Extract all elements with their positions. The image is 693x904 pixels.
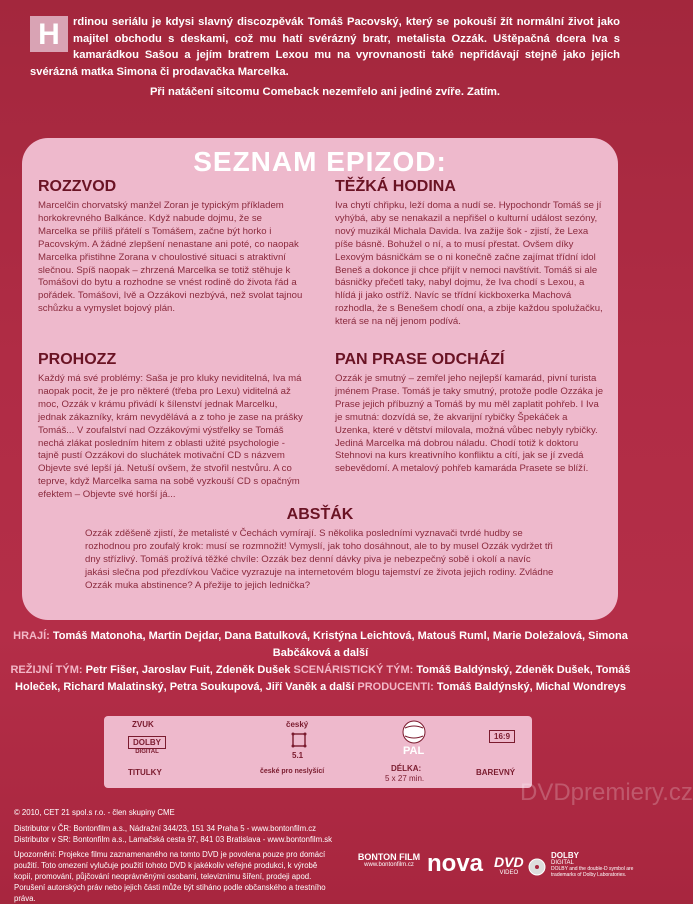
legal-notice: Upozornění: Projekce filmu zaznamenaného na tomto DVD je povolena pouze pro domácí použití. Toto omezení vylučuje použití tohoto DVD k jakékoliv veřejné produkci, k výrobě kopií, promování, půjčování neoprávněnými osobami, televiznímu šíření, prodeji apod. Porušení autorských práv nebo jejich části může být stiháno podle občanského a trestního práva.: [14, 850, 326, 903]
episode-pan-prase: [335, 351, 605, 476]
distributor-sr: Distributor v SR: Bontonfilm a.s., Lamačská cesta 97, 841 03 Bratislava - www.bontonfilm.sk: [14, 835, 333, 844]
episode-title: ABSŤÁK: [286, 506, 354, 523]
episode-text: Iva chytí chřipku, leží doma a nudí se. Hypochondr Tomáš se jí vyhýbá, aby se nenakazil a nepřišel o kulturní událost sezóny, nový muzikál Michala Davida. Iva zažije šok - zjistí, že Lexa píše básně. Bohužel o ní, a to musí přestat. Ovšem díky Lexovým básničkám se o ni konečně začne zajímat třídní idol Beneš a dokonce ji chce přijít v nemoci navštívit. Tomáš si ale básničky přečetl taky, nabyl dojmu, že Iva chodí s Lexou, a hlídá ji jako ostříž. Navíc se třídní kickboxerka Machová rozhodla, že s Benešem chodí ona, a zbije každou spolužačku, která se na něj jenom podívá.: [335, 200, 603, 328]
drop-cap: H: [30, 16, 68, 52]
intro-paragraph: [30, 14, 620, 101]
copyright: © 2010, CET 21 spol.s r.o. - člen skupiny CME: [14, 808, 175, 817]
sound-language: český: [286, 720, 309, 729]
panel-title: SEZNAM EPIZOD:: [193, 146, 447, 177]
producers-names: Tomáš Baldýnský, Michal Wondreys: [436, 681, 626, 693]
episode-text: Marcelčin chorvatský manžel Zoran je typickým příkladem horkokrevného Balkánce. Když nabude dojmu, že se Marcelka se příliš přátelí s Tomášem, začne být horko i Pacovským. A žádné zlepšení nenastane ani poté, co naopak Marcelka přistihne Zorana v choulostivé situaci s atraktivní slečnou. Spíš naopak – zhrzená Marcelka se totiž stěhuje k Tomášovi do bytu a rozhodne se vnést rodině do života řád a pořádek. Tomášovi, Ivě a Ozzákovi nezbývá, než svolat tajnou schůzku a vymyslet bojový plán.: [38, 200, 303, 315]
length-value: 5 x 27 min.: [385, 774, 425, 783]
direction-label: REŽIJNÍ TÝM:: [10, 664, 83, 676]
episode-title: PAN PRASE ODCHÁZÍ: [335, 351, 505, 368]
spec-table: [104, 716, 532, 788]
color-label: BAREVNÝ: [476, 768, 516, 777]
credits-crew: [0, 662, 641, 696]
pal-label: PAL: [403, 745, 425, 757]
episode-prohozz: [38, 351, 303, 502]
dolby-digital-logo: DOLBY DIGITAL DOLBY and the double-D symbol are trademarks of Dolby Laboratories.: [551, 851, 634, 878]
nova-logo: nova: [427, 850, 484, 877]
episode-title: PROHOZZ: [38, 351, 117, 368]
intro-tagline: Při natáčení sitcomu Comeback nezemřelo ani jediné zvíře. Zatím.: [149, 86, 501, 99]
credits: [0, 628, 641, 696]
aspect-ratio-icon: 16:9: [489, 730, 515, 743]
episode-text: Ozzák je smutný – zemřel jeho nejlepší kamarád, pivní turista jménem Prase. Tomáš je taky smutný, protože podle Ozzáka je Prase jejich příbuzný a Tomáš by mu měl zaplatit pohřeb. I Iva je smutná: dozvídá se, že akvarijní rybičky Špekáček a Uzenka, které v dětství milovala, možná vůbec nebyly rybičky. Jediná Marcelka má dobrou náladu. Chodí totiž k doktoru Stehnovi na kurs kreativního konfliktu a cítí, jak se jí zvedá sebevědomí. A metalový pohřeb kamaráda Prasete se blíží.: [335, 373, 604, 475]
cast-label: HRAJÍ:: [13, 630, 50, 642]
writers-label: SCENÁRISTICKÝ TÝM:: [293, 664, 414, 676]
writers-names: Tomáš Baldýnský, Zdeněk Dušek, Tomáš Holeček, Richard Malatinský, Petra Soukupová, Jiří Vaněk a další: [15, 664, 631, 693]
credits-cast: [0, 628, 641, 662]
episode-abstak: [22, 506, 618, 593]
subtitles-label: TITULKY: [128, 768, 162, 777]
subtitles-value: české pro neslyšící: [260, 768, 325, 775]
episode-text: Každý má své problémy: Saša je pro kluky neviditelná, Iva má naopak pocit, že je pro některé (třeba pro Lexu) viditelná až moc, Ozzák v krámu přivádí k šílenství jednak Marcelku, jednak zákazníky, krám nevydělává a z toho je zase na prášky Tomáš... V zoufalství nad Ozzákovými výstřelky se Tomáš nechá zlákat posledním hitem z oblasti užité psychologie - tajně pustí Ozzákovi do sluchátek motivační CD s názvem Objevte své lepší já. Netuší ovšem, že stvořil nestvůru. A co teprve, když Marcelka sama na sobě vyzkouší CD s opačným efektem – Objevte své horší já...: [38, 373, 303, 501]
bontonfilm-logo: BONTON FILM www.bontonfilm.cz: [357, 852, 421, 868]
episode-title: TĚŽKÁ HODINA: [335, 178, 456, 195]
length-label: DÉLKA:: [391, 764, 422, 773]
pal-icon: [396, 720, 432, 746]
sound-label: ZVUK: [132, 720, 154, 729]
direction-names: Petr Fišer, Jaroslav Fuit, Zdeněk Dušek: [85, 664, 291, 676]
sound-channels: 5.1: [292, 751, 304, 760]
surround-icon: [291, 732, 307, 750]
episode-title: ROZZVOD: [38, 178, 117, 195]
producers-label: PRODUCENTI:: [357, 681, 434, 693]
episode-rozzvod: [38, 178, 303, 316]
dolby-icon: DOLBY DIGITAL: [128, 736, 166, 755]
distributor-cr: Distributor v ČR: Bontonfilm a.s., Nádražní 344/23, 151 34 Praha 5 - www.bontonfilm.cz: [14, 824, 317, 833]
dvd-video-logo: DVD VIDEO: [494, 854, 524, 876]
episode-text: Ozzák zděšeně zjistí, že metalisté v Čechách vymírají. S několika posledními vyznavači tvrdé hudby se rozhodnou pro zoufalý krok: musí se rozmnožit! Vymyslí, jak toho dosáhnout, ale to by musel Ozzák vydržet tři dny střízlivý. Tomáš prožívá těžké chvíle: Ozzák bez denní dávky piva je nebezpečný sobě i okolí a navíc jakási slečna pod přezdívkou Vačice vyzrazuje na internetovém blogu tajemství ze života jejich rodiny. Zvládne Ozzák muka abstinence? A přežije to jejich lednička?: [85, 528, 554, 591]
intro-text: rdinou seriálu je kdysi slavný discozpěvák Tomáš Pacovský, který se pokouší žít normální život jako majitel obchodu s deskami, což mu hatí svérázný bratr, metalista Ozzák. Uštěpačná dcera Iva s kamarádkou Sašou a jejím bratrem Lexou mu na vyrovnanosti také nepřidávají stejně jako jejich svérázná matka Simona či prodavačka Marcelka.: [30, 16, 620, 78]
episode-tezka-hodina: [335, 178, 605, 329]
cast-names: Tomáš Matonoha, Martin Dejdar, Dana Batulková, Kristýna Leichtová, Matouš Ruml, Marie Doležalová, Simona Babčáková a další: [52, 630, 628, 659]
disc-icon: [528, 858, 546, 888]
watermark: DVDpremiery.cz: [520, 779, 693, 806]
episode-list-panel: [22, 138, 618, 620]
